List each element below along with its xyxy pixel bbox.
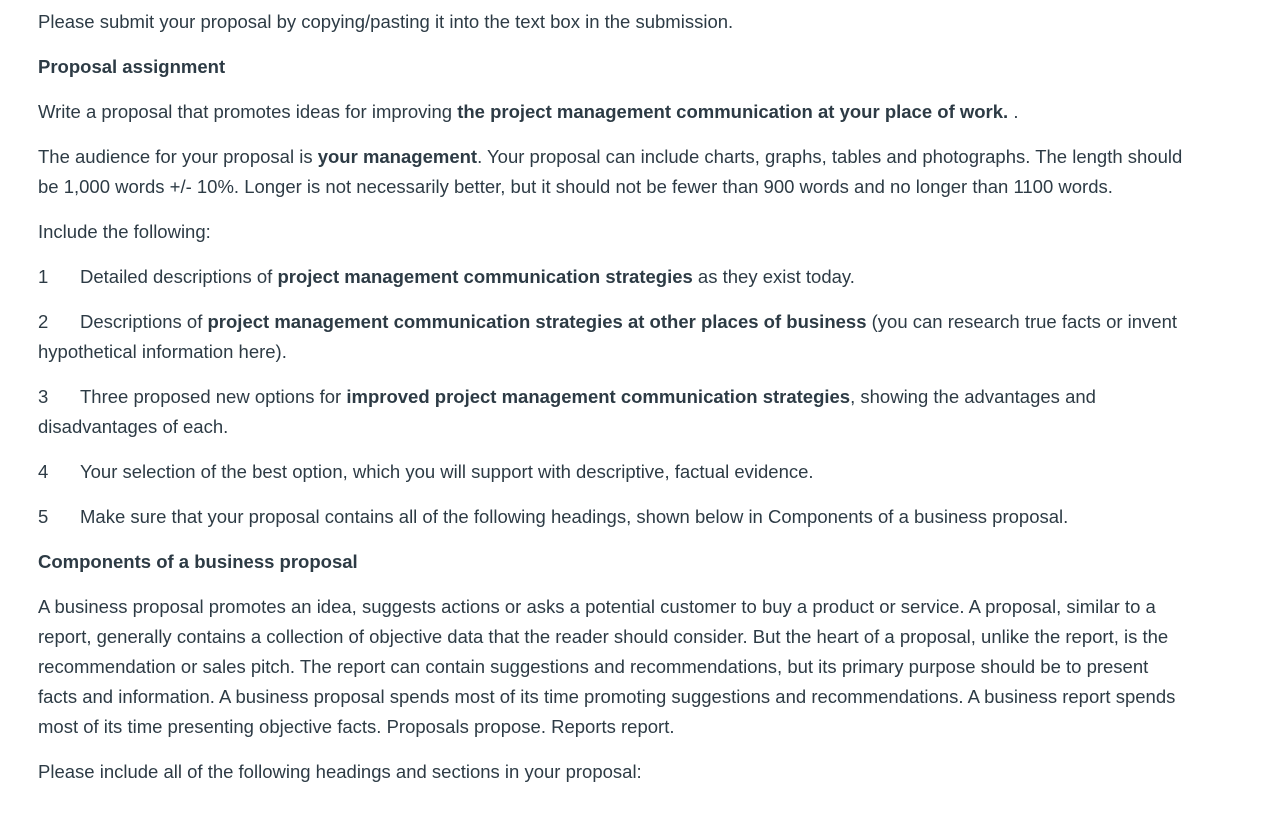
list-item: 1 Detailed descriptions of project management communication strategies as they exist today. xyxy=(38,262,1188,292)
components-paragraph: A business proposal promotes an idea, suggests actions or asks a potential customer to buy a product or service. A proposal, similar to a report, generally contains a collection of objective data that the reader should consider. But the heart of a proposal, unlike the report, is the recommendation or sales pitch. The report can contain suggestions and recommendations, but its primary purpose should be to present facts and information. A business proposal spends most of its time promoting suggestions and recommendations. A business report spends most of its time presenting objective facts. Proposals propose. Reports report. xyxy=(38,596,1176,737)
list-item-number: 4 xyxy=(38,461,49,482)
components-heading: Components of a business proposal xyxy=(38,551,358,572)
closing-text: Please include all of the following headings and sections in your proposal: xyxy=(38,761,642,782)
proposal-assignment-heading: Proposal assignment xyxy=(38,56,226,77)
list-item: 2 Descriptions of project management communication strategies at other places of business (you can research true facts or invent hypothetical information here). xyxy=(38,307,1188,367)
list-item-number: 2 xyxy=(38,311,49,332)
list-item-number: 5 xyxy=(38,506,49,527)
include-text: Include the following: xyxy=(38,221,211,242)
write-paragraph: Write a proposal that promotes ideas for improving the project management communication at your place of work. . xyxy=(38,101,1019,122)
intro-text: Please submit your proposal by copying/pasting it into the text box in the submission. xyxy=(38,11,734,32)
list-item-number: 1 xyxy=(38,266,49,287)
list-item: 3 Three proposed new options for improved project management communication strategies, showing the advantages and disadvantages of each. xyxy=(38,382,1188,442)
list-item: 4 Your selection of the best option, which you will support with descriptive, factual evidence. xyxy=(38,457,1188,487)
list-item-number: 3 xyxy=(38,386,49,407)
list-item: 5 Make sure that your proposal contains all of the following headings, shown below in Components of a business proposal. xyxy=(38,502,1188,532)
audience-paragraph: The audience for your proposal is your management. Your proposal can include charts, graphs, tables and photographs. The length should be 1,000 words +/- 10%. Longer is not necessarily better, but it should not be fewer than 900 words and no longer than 1100 words. xyxy=(38,146,1183,197)
